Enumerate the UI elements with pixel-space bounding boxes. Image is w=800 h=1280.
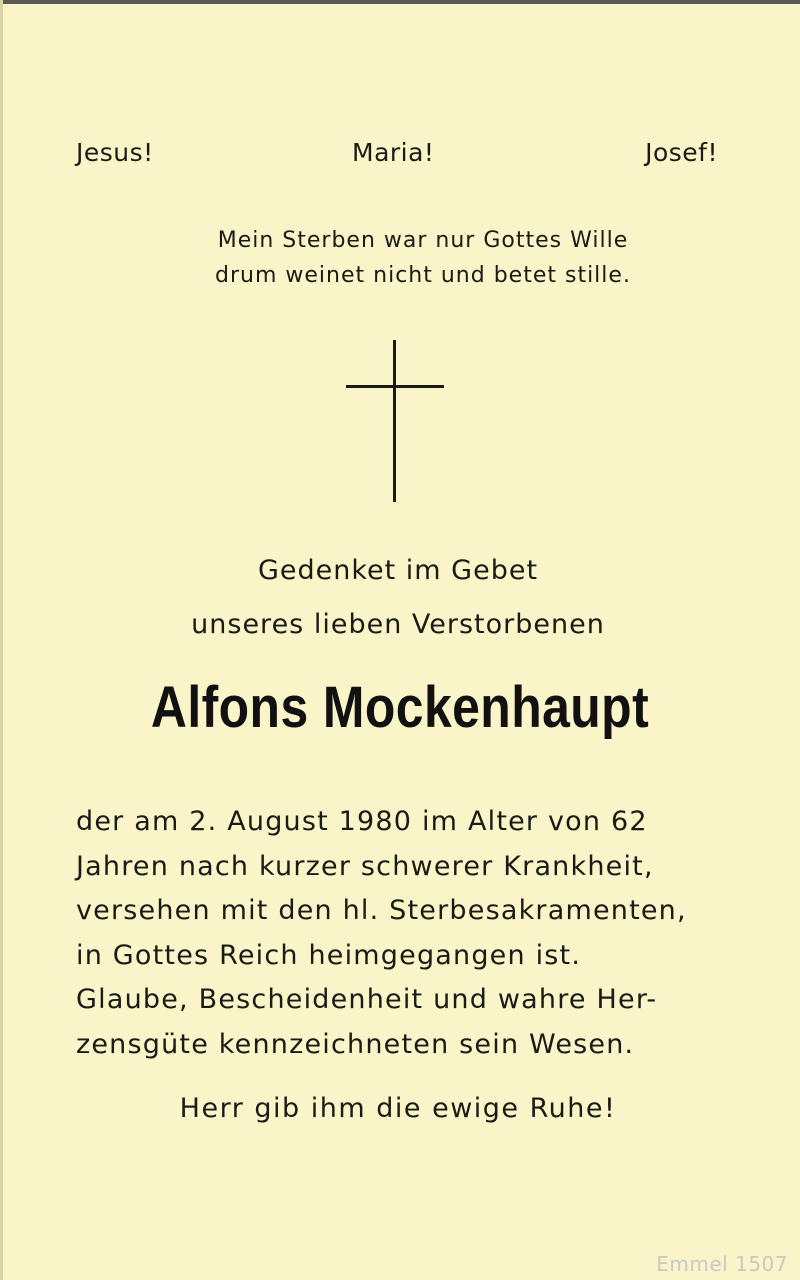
obituary-text bbox=[76, 800, 736, 1067]
verse-line: Mein Sterben war nur Gottes Wille bbox=[217, 228, 629, 253]
invocation-jesus: Jesus! bbox=[76, 138, 154, 167]
closing-prayer: Herr gib ihm die ewige Ruhe! bbox=[179, 1093, 617, 1124]
cross-horizontal-bar bbox=[346, 385, 444, 388]
remembrance-heading bbox=[0, 544, 796, 652]
deceased-name: Alfons Mockenhaupt bbox=[150, 675, 650, 740]
obituary-line: zensgüte kennzeichneten sein Wesen. bbox=[76, 1028, 635, 1060]
obituary-line: in Gottes Reich heimgegangen ist. bbox=[76, 939, 582, 971]
invocation-row bbox=[76, 138, 718, 178]
verse-line: drum weinet nicht und betet stille. bbox=[215, 263, 631, 288]
obituary-line: Jahren nach kurzer schwerer Krankheit, bbox=[76, 850, 654, 882]
remembrance-line: unseres lieben Verstorbenen bbox=[191, 609, 605, 640]
obituary-line: Glaube, Bescheidenheit und wahre Her- bbox=[76, 984, 658, 1015]
obituary-line: versehen mit den hl. Sterbesakramenten, bbox=[76, 895, 687, 926]
cross-icon bbox=[346, 340, 446, 502]
card-top-edge bbox=[0, 0, 800, 4]
invocation-maria: Maria! bbox=[352, 138, 435, 167]
cross-vertical-bar bbox=[393, 340, 396, 502]
obituary-line: der am 2. August 1980 im Alter von 62 bbox=[76, 806, 648, 837]
invocation-josef: Josef! bbox=[645, 138, 718, 167]
catalog-label: Emmel 1507 bbox=[656, 1252, 788, 1276]
verse bbox=[0, 223, 800, 293]
remembrance-line: Gedenket im Gebet bbox=[257, 555, 539, 586]
